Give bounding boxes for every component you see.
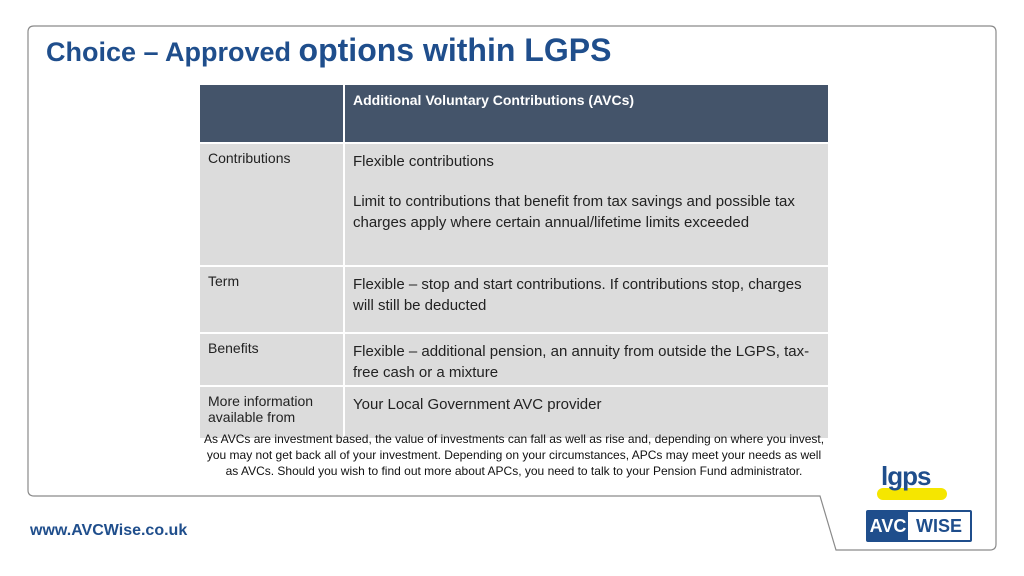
header-empty-cell [200, 85, 344, 143]
table-row [200, 333, 828, 386]
header-avc-cell: Additional Voluntary Contributions (AVCs) [344, 85, 828, 143]
lgps-logo [877, 462, 947, 502]
row-value-line: Flexible contributions [353, 153, 494, 170]
lgps-logo-text: lgps [881, 461, 931, 491]
table-header-row [200, 85, 828, 143]
website-link[interactable]: www.AVCWise.co.uk [30, 522, 188, 539]
title-part-1: Choice – Approved [46, 37, 299, 67]
avcwise-logo-avc: AVC [868, 512, 908, 540]
row-label: Benefits [200, 333, 344, 386]
title-part-2: options within LGPS [298, 32, 612, 68]
page-title [46, 32, 611, 69]
row-value [344, 143, 828, 266]
row-label: More information available from [200, 386, 344, 438]
avc-table [200, 85, 828, 438]
disclaimer-note: As AVCs are investment based, the value of investments can fall as well as rise and, depending on where you invest, you may not get back all of your investment. Depending on your circumstances, APCs may meet your needs as well as AVCs. Should you wish to find out more about APCs, you need to talk to your Pension Fund administrator. [203, 432, 825, 478]
row-value: Flexible – stop and start contributions. If contributions stop, charges will still be deducted [344, 266, 828, 333]
row-value-line: Limit to contributions that benefit from tax savings and possible tax charges apply where certain annual/lifetime limits exceeded [353, 193, 795, 231]
avcwise-logo-wise: WISE [915, 516, 962, 536]
avcwise-logo [866, 510, 972, 542]
row-label: Term [200, 266, 344, 333]
table-row [200, 266, 828, 333]
row-value: Flexible – additional pension, an annuity from outside the LGPS, tax-free cash or a mixture [344, 333, 828, 386]
table-row [200, 143, 828, 266]
row-label: Contributions [200, 143, 344, 266]
row-value: Your Local Government AVC provider [344, 386, 828, 438]
